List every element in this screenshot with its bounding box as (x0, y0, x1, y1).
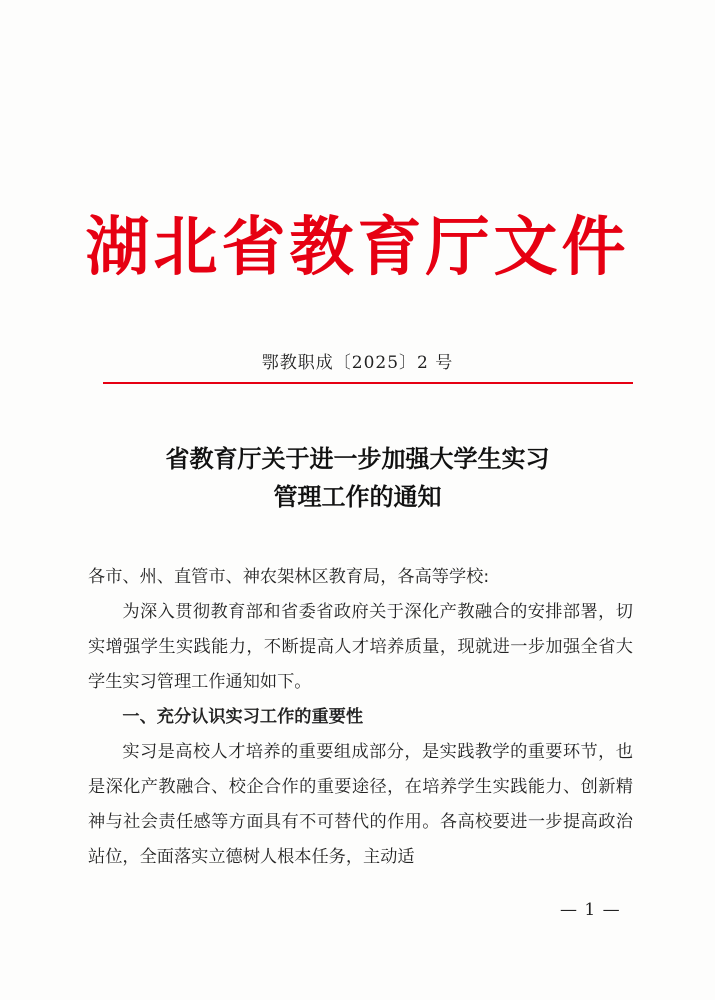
red-separator-line (103, 382, 633, 384)
document-body (88, 560, 633, 875)
title-line-1: 省教育厅关于进一步加强大学生实习 (165, 444, 550, 473)
document-number: 鄂教职成〔2025〕2 号 (261, 353, 454, 373)
document-title (0, 440, 715, 516)
salutation: 各市、州、直管市、神农架林区教育局，各高等学校: (88, 567, 490, 587)
paragraph-body: 实习是高校人才培养的重要组成部分，是实践教学的重要环节，也是深化产教融合、校企合作的重要途径，在培养学生实践能力、创新精神与社会责任感等方面具有不可替代的作用。各高校要进一步提高政治站位，全面落实立德树人根本任务，主动适 (88, 742, 633, 867)
paragraph-intro: 为深入贯彻教育部和省委省政府关于深化产教融合的安排部署，切实增强学生实践能力，不断提高人才培养质量，现就进一步加强全省大学生实习管理工作通知如下。 (88, 602, 633, 692)
title-line-2: 管理工作的通知 (273, 482, 442, 511)
issuer-masthead: 湖北省教育厅文件 (85, 210, 630, 285)
section-heading: 一、充分认识实习工作的重要性 (122, 707, 364, 727)
page-number: — 1 — (560, 900, 621, 920)
